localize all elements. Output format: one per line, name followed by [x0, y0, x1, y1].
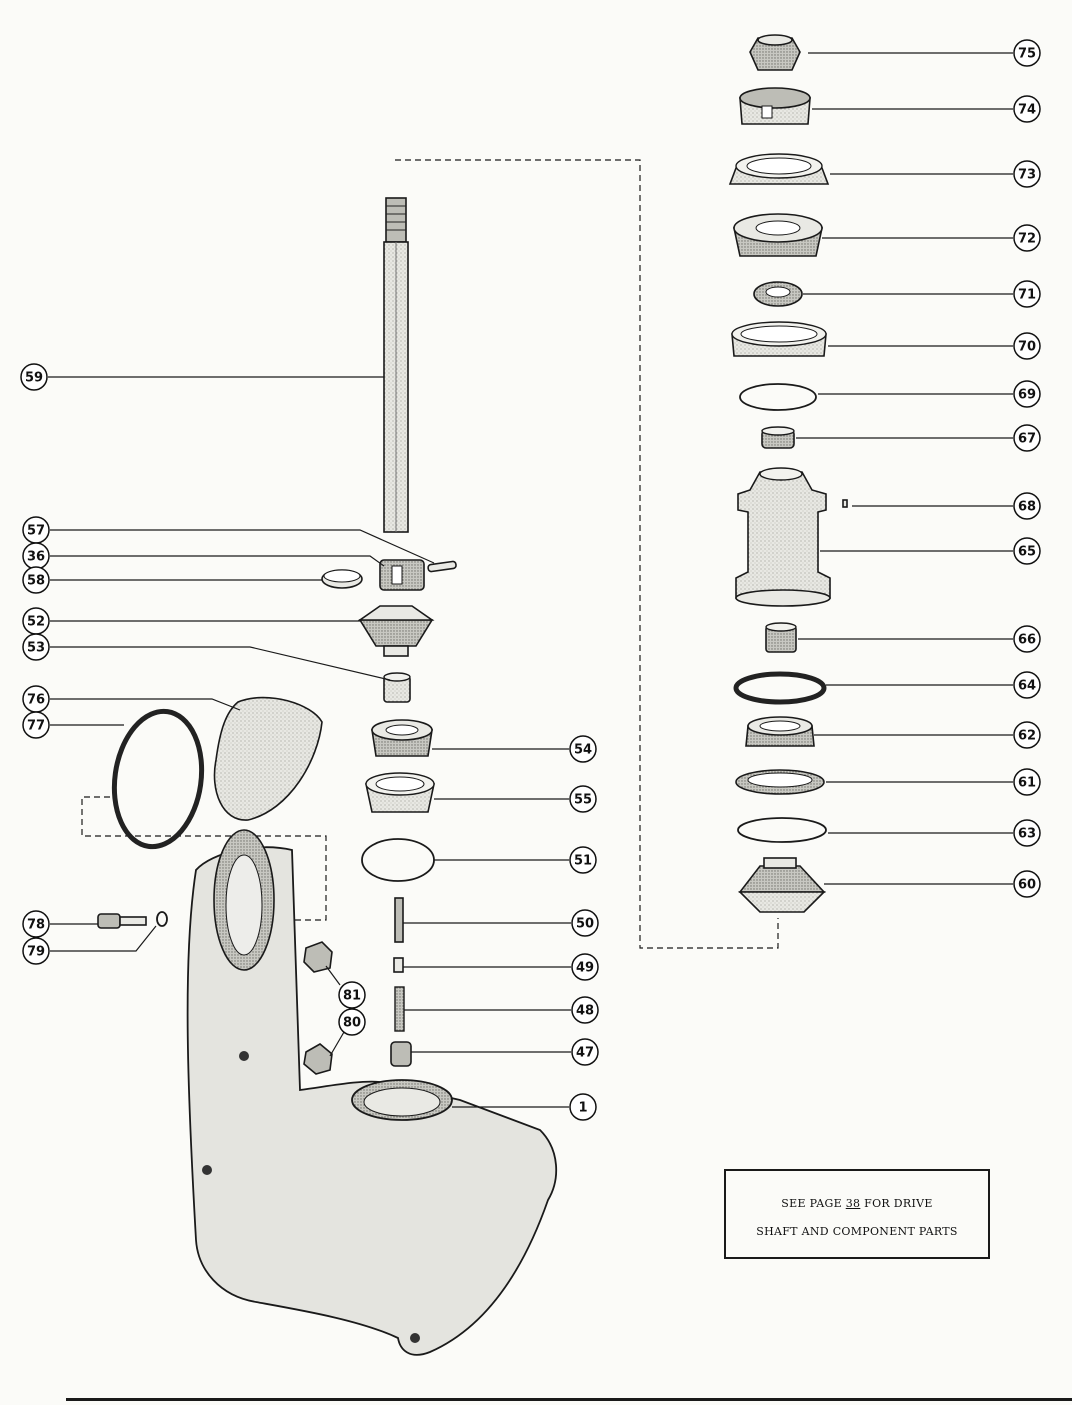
callout-77[interactable] [23, 712, 49, 738]
part-66-bushing [766, 623, 796, 652]
note-line-2: SHAFT AND COMPONENT PARTS [756, 1225, 958, 1238]
callout-50[interactable] [572, 910, 598, 936]
callout-48[interactable] [572, 997, 598, 1023]
part-76-cover [214, 698, 322, 821]
note-prefix: SEE PAGE [781, 1197, 846, 1210]
callout-55[interactable] [570, 786, 596, 812]
callout-59[interactable] [21, 364, 47, 390]
part-47-block [391, 1042, 411, 1066]
callout-number: 49 [575, 960, 595, 976]
bottom-rule [66, 1398, 1072, 1401]
callout-74[interactable] [1014, 96, 1040, 122]
part-59-driveshaft [384, 198, 408, 532]
callout-number: 77 [26, 718, 46, 734]
part-77-gasket [106, 706, 210, 853]
part-71-seal [754, 282, 802, 306]
callout-number: 62 [1017, 728, 1037, 744]
part-36-clutch [380, 560, 424, 590]
leader-line-53 [50, 647, 390, 680]
assembly-path-shaft-to-gear [395, 160, 778, 948]
part-62-roller-bearing [746, 717, 814, 746]
callout-number: 55 [573, 792, 593, 808]
callout-58[interactable] [23, 567, 49, 593]
part-67-bearing [762, 427, 794, 448]
part-65-bearing-carrier [736, 468, 830, 606]
callout-49[interactable] [572, 954, 598, 980]
part-51-o-ring [362, 839, 434, 881]
callout-76[interactable] [23, 686, 49, 712]
callout-number: 70 [1017, 339, 1037, 355]
part-1-housing [188, 830, 557, 1355]
callout-79[interactable] [23, 938, 49, 964]
callout-67[interactable] [1014, 425, 1040, 451]
part-68-pin [843, 500, 847, 507]
callout-47[interactable] [572, 1039, 598, 1065]
callout-70[interactable] [1014, 333, 1040, 359]
part-60-bevel-gear [740, 858, 824, 912]
part-58-ring [322, 570, 362, 588]
part-70-ring [732, 322, 826, 356]
callout-number: 57 [26, 523, 46, 539]
callout-number: 75 [1017, 46, 1037, 62]
part-75-nut [750, 35, 800, 70]
part-54-roller-bearing [372, 720, 432, 756]
callout-number: 67 [1017, 431, 1037, 447]
callout-number: 51 [573, 853, 593, 869]
callout-36[interactable] [23, 543, 49, 569]
see-page-note [724, 1169, 990, 1259]
leader-line-36 [50, 556, 384, 566]
leader-line-81 [326, 966, 340, 985]
callout-57[interactable] [23, 517, 49, 543]
leader-line-79 [50, 926, 156, 951]
callout-81[interactable] [339, 982, 365, 1008]
callout-1[interactable] [570, 1094, 596, 1120]
callout-number: 61 [1017, 775, 1037, 791]
part-61-thrust-washer [736, 770, 824, 794]
callout-65[interactable] [1014, 538, 1040, 564]
callout-number: 73 [1017, 167, 1037, 183]
callout-63[interactable] [1014, 820, 1040, 846]
part-64-o-ring [736, 674, 824, 702]
callout-number: 58 [26, 573, 46, 589]
callout-number: 69 [1017, 387, 1037, 403]
callout-number: 80 [342, 1015, 362, 1031]
callout-number: 52 [26, 614, 46, 630]
note-suffix: FOR DRIVE [860, 1197, 933, 1210]
callout-52[interactable] [23, 608, 49, 634]
leader-line-76 [50, 699, 240, 710]
callout-number: 71 [1017, 287, 1037, 303]
callout-number: 59 [24, 370, 44, 386]
part-50-rod [395, 898, 403, 942]
note-line-1 [726, 1197, 988, 1210]
leader-line-57 [50, 530, 434, 563]
callout-62[interactable] [1014, 722, 1040, 748]
callout-number: 48 [575, 1003, 595, 1019]
part-53-bushing [384, 673, 410, 702]
part-72-bearing-retainer [734, 214, 822, 256]
callout-number: 78 [26, 917, 46, 933]
callout-number: 72 [1017, 231, 1037, 247]
callout-78[interactable] [23, 911, 49, 937]
callout-number: 65 [1017, 544, 1037, 560]
callout-number: 81 [342, 988, 362, 1004]
callout-53[interactable] [23, 634, 49, 660]
part-52-bevel-gear [360, 606, 432, 656]
callout-68[interactable] [1014, 493, 1040, 519]
callout-71[interactable] [1014, 281, 1040, 307]
callout-number: 53 [26, 640, 46, 656]
callout-80[interactable] [339, 1009, 365, 1035]
part-69-o-ring [740, 384, 816, 410]
callout-73[interactable] [1014, 161, 1040, 187]
part-74-castle-nut [740, 88, 810, 124]
callout-number: 63 [1017, 826, 1037, 842]
part-55-bearing-cup [366, 773, 434, 812]
leader-line-80 [330, 1032, 344, 1056]
callout-51[interactable] [570, 847, 596, 873]
part-63-shim [738, 818, 826, 842]
part-73-retainer [730, 154, 828, 184]
callout-72[interactable] [1014, 225, 1040, 251]
part-78-bolt [98, 914, 146, 928]
part-80-nut [304, 1044, 332, 1074]
part-79-washer [157, 912, 167, 926]
callout-number: 1 [578, 1100, 588, 1116]
callout-64[interactable] [1014, 672, 1040, 698]
callout-66[interactable] [1014, 626, 1040, 652]
callout-number: 79 [26, 944, 46, 960]
callout-number: 64 [1017, 678, 1037, 694]
callout-number: 66 [1017, 632, 1037, 648]
callout-number: 47 [575, 1045, 595, 1061]
callout-number: 36 [26, 549, 46, 565]
callout-61[interactable] [1014, 769, 1040, 795]
part-48-spring [395, 987, 404, 1031]
callout-number: 68 [1017, 499, 1037, 515]
callout-number: 76 [26, 692, 46, 708]
callout-60[interactable] [1014, 871, 1040, 897]
callout-number: 54 [573, 742, 593, 758]
callout-number: 50 [575, 916, 595, 932]
callout-number: 60 [1017, 877, 1037, 893]
callout-69[interactable] [1014, 381, 1040, 407]
callout-54[interactable] [570, 736, 596, 762]
callout-number: 74 [1017, 102, 1037, 118]
part-49-pin [394, 958, 403, 972]
note-page-number[interactable]: 38 [845, 1197, 861, 1210]
callout-75[interactable] [1014, 40, 1040, 66]
